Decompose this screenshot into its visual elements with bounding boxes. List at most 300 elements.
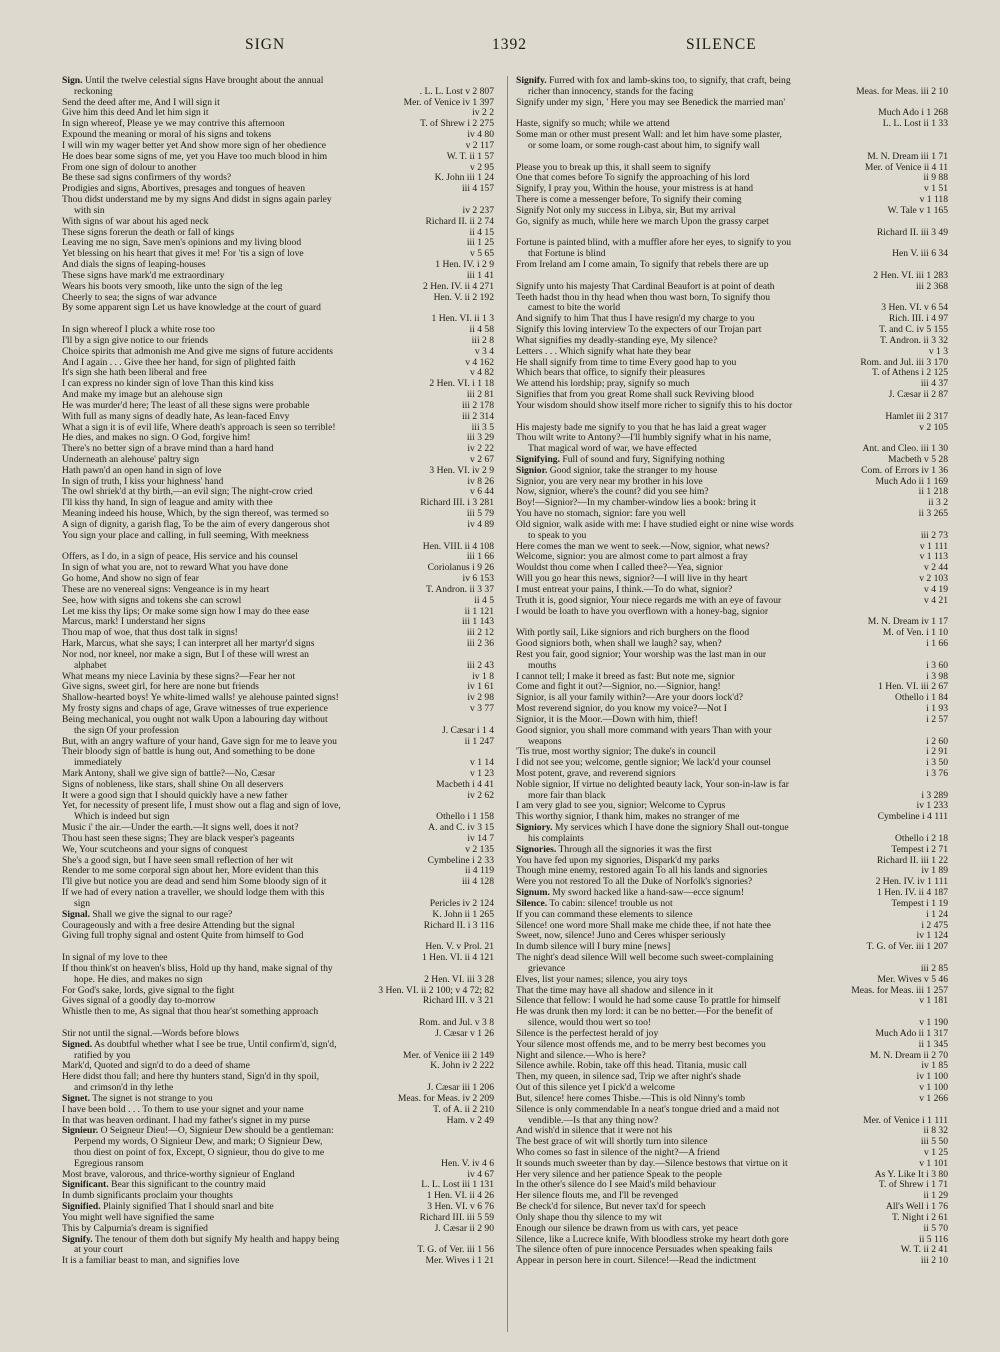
concordance-line bbox=[516, 888, 948, 899]
quotation-text: If thou think'st on heaven's bliss, Hold up thy hand, make signal of thy bbox=[62, 963, 333, 974]
concordance-line bbox=[62, 964, 494, 975]
play-reference: iii 2 81 bbox=[466, 390, 494, 401]
concordance-line bbox=[516, 856, 948, 867]
play-reference: As Y. Like It i 3 80 bbox=[874, 1169, 948, 1180]
headword: Signify. bbox=[62, 1234, 93, 1245]
play-reference: v 6 44 bbox=[470, 487, 494, 498]
play-reference: Much Ado ii 1 169 bbox=[875, 476, 948, 487]
concordance-line bbox=[62, 1040, 494, 1051]
quotation-text: Go home, And show no sign of fear bbox=[62, 574, 199, 585]
concordance-line bbox=[516, 672, 948, 683]
play-reference: ii 5 70 bbox=[923, 1223, 948, 1234]
play-reference: v 1 51 bbox=[924, 184, 948, 195]
concordance-line bbox=[516, 737, 948, 748]
quotation-text: Shall we give the signal to our rage? bbox=[92, 909, 233, 920]
concordance-line bbox=[62, 953, 494, 964]
concordance-line bbox=[516, 964, 948, 975]
quotation-text: thou diest on point of fox, Except, O signieur, thou do give to me bbox=[74, 1147, 325, 1158]
play-reference: M. N. Dream ii 2 70 bbox=[869, 1050, 948, 1061]
play-reference: iii 3 5 bbox=[471, 422, 494, 433]
quotation-text: The tenour of them doth but signify My health and happy being bbox=[94, 1234, 340, 1245]
quotation-text: Enough our silence be drawn from us with cars, yet peace bbox=[516, 1223, 738, 1234]
concordance-line bbox=[62, 682, 494, 693]
concordance-line bbox=[516, 509, 948, 520]
quotation-text: There is come a messenger before, To signify their coming bbox=[516, 195, 742, 206]
quotation-text: Full of sound and fury, Signifying nothing bbox=[562, 454, 725, 465]
concordance-line bbox=[516, 1245, 948, 1256]
concordance-line bbox=[62, 1061, 494, 1072]
concordance-line bbox=[62, 108, 494, 119]
concordance-line bbox=[62, 1256, 494, 1267]
quotation-text: Being mechanical, you ought not walk Upon a labouring day without bbox=[62, 714, 328, 725]
concordance-line bbox=[516, 282, 948, 293]
play-reference: iii 2 43 bbox=[466, 660, 494, 671]
quotation-text: Meaning indeed his house, Which, by the sign thereof, was termed so bbox=[62, 509, 329, 520]
quotation-text: I cannot tell; I make it breed as fast: But note me, signior bbox=[516, 671, 735, 682]
quotation-text: I would be loath to have you overflown with a honey-bag, signior bbox=[516, 606, 769, 617]
quotation-text: And dials the signs of leaping-houses bbox=[62, 260, 206, 271]
quotation-text: This by Calpurnia's dream is signified bbox=[62, 1223, 208, 1234]
concordance-line bbox=[62, 347, 494, 358]
quotation-text: Signs of nobleness, like stars, shall shine On all deservers bbox=[62, 779, 284, 790]
concordance-line bbox=[62, 401, 494, 412]
concordance-line bbox=[62, 271, 494, 282]
concordance-line bbox=[62, 184, 494, 195]
play-reference: W. Tale v 1 165 bbox=[887, 205, 948, 216]
play-reference: W. T. ii 2 41 bbox=[900, 1245, 948, 1256]
quotation-text: I will win my wager better yet And show more sign of her obedience bbox=[62, 140, 327, 151]
quotation-text: Furred with fox and lamb-skins too, to signify, that craft, being bbox=[549, 76, 791, 86]
play-reference: T. of Shrew i 1 71 bbox=[878, 1180, 948, 1191]
play-reference: iv 6 153 bbox=[462, 574, 494, 585]
quotation-text: Though mine enemy, restored again To all his lands and signories bbox=[516, 866, 768, 877]
quotation-text: Wears his boots very smooth, like unto the sign of the leg bbox=[62, 281, 283, 292]
concordance-line bbox=[62, 1137, 494, 1148]
play-reference: Macbeth v 5 28 bbox=[888, 454, 948, 465]
concordance-line bbox=[516, 271, 948, 282]
concordance-line bbox=[516, 639, 948, 650]
concordance-line bbox=[62, 791, 494, 802]
running-header bbox=[0, 36, 1000, 62]
quotation-text: Mark Antony, shall we give sign of battle?—No, Cæsar bbox=[62, 769, 276, 779]
play-reference: Mer. Wives i 1 21 bbox=[425, 1256, 494, 1267]
quotation-text: the sign Of your profession bbox=[74, 725, 179, 736]
concordance-line bbox=[516, 368, 948, 379]
quotation-text: Perpend my words, O Signieur Dew, and mark; O Signieur Dew, bbox=[74, 1137, 323, 1148]
quotation-text: These signs forerun the death or fall of kings bbox=[62, 227, 235, 238]
concordance-line bbox=[516, 347, 948, 358]
concordance-line bbox=[62, 661, 494, 672]
concordance-line bbox=[62, 542, 494, 553]
concordance-line bbox=[62, 314, 494, 325]
play-reference: v 1 3 bbox=[928, 346, 948, 357]
concordance-line bbox=[62, 585, 494, 596]
play-reference: K. John ii 1 265 bbox=[432, 909, 494, 920]
concordance-line bbox=[62, 379, 494, 390]
quotation-text: I have been bold . . . To them to use your signet and your name bbox=[62, 1104, 304, 1115]
quotation-text: The silence often of pure innocence Persuades when speaking fails bbox=[516, 1245, 773, 1256]
concordance-line bbox=[62, 921, 494, 932]
play-reference: iv 1 61 bbox=[467, 682, 494, 693]
play-reference: Com. of Errors iv 1 36 bbox=[861, 465, 948, 476]
play-reference: J. Cæsar ii 2 87 bbox=[888, 390, 948, 401]
concordance-line bbox=[62, 336, 494, 347]
concordance-line bbox=[62, 639, 494, 650]
play-reference: i 1 66 bbox=[926, 639, 948, 650]
play-reference: J. Cæsar iii 1 206 bbox=[427, 1083, 494, 1094]
concordance-line bbox=[516, 303, 948, 314]
play-reference: 3 Hen. VI. v 6 76 bbox=[427, 1202, 494, 1213]
concordance-line bbox=[516, 791, 948, 802]
concordance-line bbox=[62, 1029, 494, 1040]
concordance-line bbox=[62, 325, 494, 336]
quotation-text: Silence, like a Lucrece knife, With bloodless stroke my heart doth gore bbox=[516, 1234, 789, 1245]
quotation-text: If we had of every nation a traveller, we should lodge them with this bbox=[62, 888, 325, 899]
play-reference: Ham. v 2 49 bbox=[446, 1115, 494, 1126]
quotation-text: That magical word of war, we have effected bbox=[528, 444, 697, 455]
concordance-line bbox=[516, 206, 948, 217]
play-reference: Mer. Wives v 5 46 bbox=[877, 974, 948, 985]
quotation-text: By some apparent sign Let us have knowledge at the court of guard bbox=[62, 303, 321, 314]
header-left-word: SIGN bbox=[245, 36, 286, 53]
concordance-line bbox=[62, 856, 494, 867]
quotation-text: Signify, I pray you, Within the house, your mistress is at hand bbox=[516, 184, 754, 195]
concordance-line bbox=[516, 1051, 948, 1062]
concordance-line bbox=[516, 542, 948, 553]
quotation-text: Through all the signories it was the first bbox=[558, 844, 712, 855]
concordance-line bbox=[516, 747, 948, 758]
concordance-line bbox=[62, 1191, 494, 1202]
play-reference: ii 9 88 bbox=[923, 173, 948, 184]
play-reference: Hen. V. ii 2 192 bbox=[433, 292, 494, 303]
quotation-text: Offers, as I do, in a sign of peace, His service and his counsel bbox=[62, 552, 298, 563]
quotation-text: His majesty bade me signify to you that he has laid a great wager bbox=[516, 422, 767, 433]
play-reference: Tempest i 1 19 bbox=[891, 898, 948, 909]
play-reference: 2 Hen. VI. i 1 18 bbox=[429, 379, 494, 390]
quotation-text: Silence is the perfectest herald of joy bbox=[516, 1028, 659, 1039]
concordance-line bbox=[516, 899, 948, 910]
quotation-text: Signior, you are very near my brother in his love bbox=[516, 476, 703, 487]
play-reference: iii 4 128 bbox=[462, 877, 494, 888]
play-reference: . L. L. Lost v 2 807 bbox=[419, 86, 494, 97]
concordance-line bbox=[62, 672, 494, 683]
right-column bbox=[516, 76, 948, 1267]
concordance-line bbox=[62, 931, 494, 942]
play-reference: ii 3 265 bbox=[918, 509, 948, 520]
quotation-text: mouths bbox=[528, 660, 557, 671]
quotation-text: Silence awhile. Robin, take off this head. Titania, music call bbox=[516, 1061, 747, 1072]
quotation-text: Give signs, sweet girl, for here are none but friends bbox=[62, 682, 259, 693]
concordance-line bbox=[516, 1256, 948, 1267]
play-reference: iv 2 2 bbox=[472, 108, 494, 119]
concordance-line bbox=[516, 152, 948, 163]
concordance-line bbox=[516, 1040, 948, 1051]
concordance-line bbox=[516, 1018, 948, 1029]
quotation-text: With portly sail, Like signiors and rich burghers on the flood bbox=[516, 628, 750, 639]
concordance-line bbox=[516, 195, 948, 206]
concordance-line bbox=[62, 704, 494, 715]
quotation-text: silence, would thou wert so too! bbox=[528, 1018, 652, 1029]
play-reference: v 2 67 bbox=[470, 454, 494, 465]
play-reference: 2 Hen. IV. ii 4 271 bbox=[423, 281, 494, 292]
play-reference: iii 4 37 bbox=[920, 379, 948, 390]
quotation-text: Most brave, valorous, and thrice-worthy signieur of England bbox=[62, 1169, 295, 1180]
play-reference: Cymbeline i 2 33 bbox=[427, 855, 494, 866]
concordance-line bbox=[516, 780, 948, 791]
play-reference: Othello i 1 84 bbox=[894, 693, 948, 704]
concordance-line bbox=[62, 455, 494, 466]
quotation-text: I can express no kinder sign of love Than this kind kiss bbox=[62, 379, 274, 390]
concordance-line bbox=[516, 228, 948, 239]
concordance-line bbox=[516, 173, 948, 184]
concordance-line bbox=[516, 1180, 948, 1191]
concordance-line bbox=[516, 801, 948, 812]
quotation-text: I must entreat your pains, I think.—To do what, signior? bbox=[516, 584, 733, 595]
concordance-line bbox=[62, 812, 494, 823]
quotation-text: One that comes before To signify the approaching of his lord bbox=[516, 173, 750, 184]
play-reference: i 2 91 bbox=[926, 747, 948, 758]
play-reference: Mer. of Venice iv 1 397 bbox=[403, 97, 494, 108]
concordance-line bbox=[516, 433, 948, 444]
play-reference: v 1 14 bbox=[470, 758, 494, 769]
play-reference: v 1 181 bbox=[919, 996, 948, 1007]
play-reference: T. of A. ii 2 210 bbox=[433, 1104, 494, 1115]
quotation-text: To cabin: silence! trouble us not bbox=[549, 898, 673, 909]
concordance-line bbox=[516, 498, 948, 509]
concordance-line bbox=[62, 141, 494, 152]
concordance-line bbox=[516, 682, 948, 693]
headword: Signal. bbox=[62, 909, 90, 920]
concordance-line bbox=[516, 877, 948, 888]
play-reference: iv 4 89 bbox=[467, 519, 494, 530]
quotation-text: My sword hacked like a hand-saw—ecce signum! bbox=[552, 888, 745, 899]
concordance-line bbox=[516, 1213, 948, 1224]
quotation-text: ratified by you bbox=[74, 1050, 131, 1061]
quotation-text: Bear this significant to the country maid bbox=[111, 1180, 266, 1191]
concordance-line bbox=[62, 498, 494, 509]
concordance-line bbox=[516, 184, 948, 195]
concordance-line bbox=[516, 455, 948, 466]
concordance-line bbox=[516, 596, 948, 607]
quotation-text: Thou wilt write to Antony?—I'll humbly signify what in his name, bbox=[516, 433, 772, 444]
quotation-text: Were you not restored To all the Duke of Norfolk's signories? bbox=[516, 877, 753, 888]
quotation-text: What means my niece Lavinia by these signs?—Fear her not bbox=[62, 671, 296, 682]
left-column bbox=[62, 76, 494, 1267]
play-reference: ii 1 121 bbox=[464, 606, 494, 617]
concordance-line bbox=[516, 650, 948, 661]
concordance-line bbox=[516, 1083, 948, 1094]
quotation-text: My services which I have done the signiory Shall out-tongue bbox=[554, 823, 789, 834]
concordance-line bbox=[62, 368, 494, 379]
quotation-text: Plainly signified That I should snarl and bite bbox=[103, 1202, 274, 1213]
play-reference: iii 2 73 bbox=[920, 530, 948, 541]
play-reference: Hen. V. iv 4 6 bbox=[441, 1158, 494, 1169]
headword: Signior. bbox=[516, 465, 548, 476]
concordance-line bbox=[516, 866, 948, 877]
concordance-line bbox=[62, 607, 494, 618]
quotation-text: From one sign of dolour to another bbox=[62, 162, 197, 173]
quotation-text: Leaving me no sign, Save men's opinions and my living blood bbox=[62, 238, 302, 249]
concordance-line bbox=[516, 98, 948, 109]
quotation-text: It is a familiar beast to man, and signifies love bbox=[62, 1256, 240, 1267]
quotation-text: She's a good sign, but I have seen small reflection of her wit bbox=[62, 855, 294, 866]
concordance-line bbox=[62, 628, 494, 639]
concordance-line bbox=[62, 195, 494, 206]
headword: Signed. bbox=[62, 1039, 93, 1050]
quotation-text: In sign whereof, Please ye we may contrive this afternoon bbox=[62, 119, 285, 130]
quotation-text: There's no better sign of a brave mind than a hard hand bbox=[62, 444, 274, 455]
play-reference: v 3 4 bbox=[474, 346, 494, 357]
play-reference: J. Cæsar ii 2 90 bbox=[434, 1223, 494, 1234]
concordance-line bbox=[62, 1072, 494, 1083]
quotation-text: He dies, and makes no sign. O God, forgive him! bbox=[62, 433, 251, 444]
play-reference: v 2 44 bbox=[924, 563, 948, 574]
play-reference: iii 5 50 bbox=[920, 1137, 948, 1148]
quotation-text: In sign whereof I pluck a white rose too bbox=[62, 325, 215, 336]
concordance-line bbox=[62, 98, 494, 109]
concordance-line bbox=[516, 812, 948, 823]
quotation-text: Signify under my sign, ' Here you may see Benedick the married man' bbox=[516, 97, 786, 108]
play-reference: v 1 101 bbox=[919, 1158, 948, 1169]
quotation-text: I'll by a sign give notice to our friends bbox=[62, 335, 209, 346]
play-reference: i 2 57 bbox=[926, 714, 948, 725]
quotation-text: He shall signify from time to time Every good hap to you bbox=[516, 357, 737, 368]
quotation-text: These signs have mark'd me extraordinary bbox=[62, 270, 225, 281]
concordance-line bbox=[516, 238, 948, 249]
quotation-text: Which is indeed but sign bbox=[74, 812, 170, 823]
quotation-text: In dumb silence will I bury mine [news] bbox=[516, 942, 671, 953]
play-reference: i 2 60 bbox=[926, 736, 948, 747]
quotation-text: I am very glad to see you, signior; Welcome to Cyprus bbox=[516, 801, 726, 812]
concordance-line bbox=[516, 910, 948, 921]
play-reference: v 2 95 bbox=[470, 162, 494, 173]
quotation-text: sign bbox=[74, 898, 90, 909]
concordance-line bbox=[62, 1116, 494, 1127]
quotation-text: Only shape thou thy silence to my wit bbox=[516, 1212, 662, 1223]
quotation-text: Signify Not only my success in Libya, sir, But my arrival bbox=[516, 205, 736, 216]
quotation-text: Hath pawn'd an open hand in sign of love bbox=[62, 465, 222, 476]
headword: Sign. bbox=[62, 76, 83, 86]
concordance-line bbox=[62, 412, 494, 423]
quotation-text: My frosty signs and chaps of age, Grave witnesses of true experience bbox=[62, 704, 328, 715]
quotation-text: Truth it is, good signior, Your niece regards me with an eye of favour bbox=[516, 595, 782, 606]
concordance-line bbox=[516, 1072, 948, 1083]
quotation-text: Her very silence and her patience Speak to the people bbox=[516, 1169, 722, 1180]
concordance-line bbox=[62, 1094, 494, 1105]
concordance-line bbox=[62, 1224, 494, 1235]
quotation-text: Prodigies and signs, Abortives, presages and tongues of heaven bbox=[62, 184, 305, 195]
concordance-line bbox=[516, 217, 948, 228]
concordance-line bbox=[516, 931, 948, 942]
concordance-line bbox=[62, 823, 494, 834]
concordance-line bbox=[62, 1148, 494, 1159]
concordance-line bbox=[62, 617, 494, 628]
play-reference: iv 8 26 bbox=[467, 476, 494, 487]
play-reference: 1 Hen. IV. ii 4 187 bbox=[877, 888, 948, 899]
concordance-line bbox=[62, 715, 494, 726]
concordance-line bbox=[516, 574, 948, 585]
concordance-line bbox=[516, 986, 948, 997]
concordance-line bbox=[62, 693, 494, 704]
quotation-text: O Seigneur Dieu!—O, Signieur Dew should be a gentleman: bbox=[100, 1126, 334, 1137]
quotation-text: Noble signior, If virtue no delighted beauty lack, Your son-in-law is far bbox=[516, 779, 789, 790]
play-reference: v 4 19 bbox=[924, 584, 948, 595]
quotation-text: In the other's silence do I see Maid's mild behaviour bbox=[516, 1180, 716, 1191]
concordance-line bbox=[516, 726, 948, 737]
play-reference: Much Ado i 1 268 bbox=[878, 108, 948, 119]
quotation-text: Go, signify as much, while here we march Upon the grassy carpet bbox=[516, 216, 769, 227]
concordance-line bbox=[516, 141, 948, 152]
header-right-word: SILENCE bbox=[686, 36, 757, 53]
play-reference: iii 2 178 bbox=[462, 400, 494, 411]
play-reference: Meas. for Meas. iii 2 10 bbox=[856, 86, 948, 97]
concordance-line bbox=[62, 163, 494, 174]
concordance-line bbox=[62, 1235, 494, 1246]
quotation-text: Old signior, walk aside with me: I have studied eight or nine wise words bbox=[516, 519, 794, 530]
play-reference: Tempest i 2 71 bbox=[891, 844, 948, 855]
concordance-line bbox=[516, 1202, 948, 1213]
play-reference: i 3 50 bbox=[926, 758, 948, 769]
quotation-text: and crimson'd in thy lethe bbox=[74, 1083, 174, 1094]
concordance-line bbox=[62, 596, 494, 607]
quotation-text: I did not see you; welcome, gentle signior; We lack'd your counsel bbox=[516, 758, 771, 769]
quotation-text: He was drunk then my lord: it can be no better.—For the benefit of bbox=[516, 1007, 773, 1018]
play-reference: iv 2 98 bbox=[467, 693, 494, 704]
play-reference: iv 4 67 bbox=[467, 1169, 494, 1180]
play-reference: v 2 105 bbox=[919, 422, 948, 433]
play-reference: Hen. VIII. ii 4 108 bbox=[422, 541, 494, 552]
concordance-line bbox=[516, 76, 948, 87]
concordance-line bbox=[516, 412, 948, 423]
quotation-text: Shallow-hearted boys! Ye white-limed walls! ye alehouse painted signs! bbox=[62, 693, 339, 704]
quotation-text: Letters . . . Which signify what hate they bear bbox=[516, 346, 692, 357]
play-reference: v 2 117 bbox=[465, 140, 494, 151]
quotation-text: A sign of dignity, a garish flag, To be the aim of every dangerous shot bbox=[62, 519, 330, 530]
play-reference: 3 Hen. VI. v 6 54 bbox=[881, 303, 948, 314]
concordance-line bbox=[516, 715, 948, 726]
quotation-text: 'Tis true, most worthy signior; The duke's in council bbox=[516, 747, 716, 758]
concordance-line bbox=[62, 444, 494, 455]
quotation-text: Will you go hear this news, signior?—I will live in thy heart bbox=[516, 574, 748, 585]
quotation-text: From Ireland am I come amain, To signify that rebels there are up bbox=[516, 260, 769, 271]
play-reference: Hen. V. v Prol. 21 bbox=[425, 942, 494, 953]
play-reference: v 4 82 bbox=[470, 368, 494, 379]
quotation-text: Signify unto his majesty That Cardinal Beaufort is at point of death bbox=[516, 281, 775, 292]
quotation-text: Be these sad signs confirmers of thy words? bbox=[62, 173, 232, 184]
concordance-line bbox=[62, 845, 494, 856]
quotation-text: Good signiors both, when shall we laugh? say, when? bbox=[516, 639, 722, 650]
headword: Signet. bbox=[62, 1093, 90, 1104]
play-reference: Rom. and Jul. v 3 8 bbox=[419, 1018, 494, 1029]
play-reference: i 3 60 bbox=[926, 660, 948, 671]
play-reference: i 1 24 bbox=[926, 909, 948, 920]
quotation-text: Here didst thou fall; and here thy hunters stand, Sign'd in thy spoil, bbox=[62, 1072, 319, 1083]
quotation-text: Elves, list your names; silence, you airy toys bbox=[516, 974, 688, 985]
quotation-text: Your silence most offends me, and to be merry best becomes you bbox=[516, 1039, 766, 1050]
play-reference: iv 2 22 bbox=[467, 444, 494, 455]
quotation-text: to speak to you bbox=[528, 530, 587, 541]
play-reference: v 1 23 bbox=[470, 769, 494, 779]
play-reference: v 1 25 bbox=[924, 1147, 948, 1158]
quotation-text: In sign of truth, I kiss your highness' hand bbox=[62, 476, 224, 487]
play-reference: v 2 135 bbox=[465, 844, 494, 855]
concordance-line bbox=[62, 1018, 494, 1029]
concordance-line bbox=[62, 466, 494, 477]
quotation-text: Now, signior, where's the count? did you see him? bbox=[516, 487, 709, 498]
quotation-text: hope. He dies, and makes no sign bbox=[74, 974, 203, 985]
quotation-text: Give him this deed And let him sign it bbox=[62, 108, 209, 119]
play-reference: iii 2 36 bbox=[466, 639, 494, 650]
